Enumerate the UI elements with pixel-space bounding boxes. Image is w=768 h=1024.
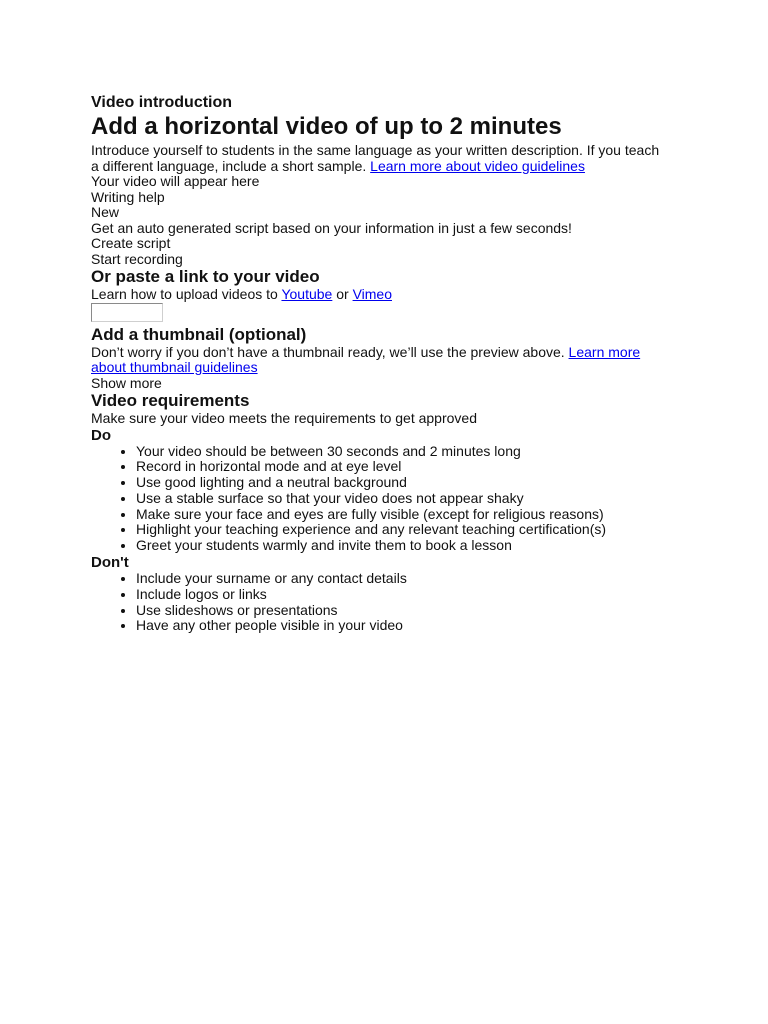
section-eyebrow: Video introduction [91,94,233,111]
do-list-item: • Your video should be between 30 seconds and 2 minutes long [136,444,661,460]
dont-list-item: • Include your surname or any contact details [136,571,661,587]
dont-list-item: • Use slideshows or presentations [136,603,661,619]
dont-list-item: • Include logos or links [136,587,661,603]
writing-help-description: Get an auto generated script based on your information in just a few seconds! [91,219,572,236]
requirements-heading: Video requirements [91,391,250,410]
show-more-button[interactable]: Show more [91,374,162,391]
intro-description [91,143,661,174]
do-list-item: • Use a stable surface so that your video does not appear shaky [136,491,661,507]
do-heading: Do [91,426,111,444]
start-recording-button[interactable]: Start recording [91,250,183,267]
requirements-subtitle: Make sure your video meets the requirements to get approved [91,410,477,426]
do-list-item: • Use good lighting and a neutral background [136,475,661,491]
paste-link-heading: Or paste a link to your video [91,267,320,286]
thumbnail-heading: Add a thumbnail (optional) [91,324,307,344]
video-preview-placeholder: Your video will appear here [91,173,260,189]
dont-list-item: • Have any other people visible in your video [136,618,661,634]
writing-help-label: Writing help [91,188,165,205]
vimeo-link[interactable]: Vimeo [352,286,392,302]
intro-description-text: Introduce yourself to students in the same language as your written description. If you teach a different language, include a short sample. [91,142,660,174]
youtube-link[interactable]: Youtube [281,286,333,302]
do-list [91,444,661,555]
do-list-item: • Highlight your teaching experience and any relevant teaching certification(s) [136,522,661,538]
thumbnail-description-text: Don’t worry if you don’t have a thumbnail ready, we’ll use the preview above. [91,343,565,360]
upload-help-prefix: Learn how to upload videos to [91,286,278,302]
video-introduction-page [91,93,661,634]
or-text: or [336,286,349,302]
do-list-item: • Greet your students warmly and invite them to book a lesson [136,538,661,554]
dont-heading: Don't [91,554,129,572]
video-guidelines-link[interactable]: Learn more about video guidelines [370,157,585,174]
do-list-item: • Make sure your face and eyes are fully visible (except for religious reasons) [136,507,661,523]
thumbnail-guidelines-link[interactable]: Learn more about thumbnail guidelines [91,343,641,375]
upload-help-text [91,287,661,303]
dont-list [91,571,661,634]
do-list-item: • Record in horizontal mode and at eye level [136,459,661,475]
page-title: Add a horizontal video of up to 2 minutes [91,113,562,140]
create-script-button[interactable]: Create script [91,235,171,251]
video-url-input[interactable] [91,303,163,322]
new-badge: New [91,204,120,220]
thumbnail-description [91,345,661,376]
